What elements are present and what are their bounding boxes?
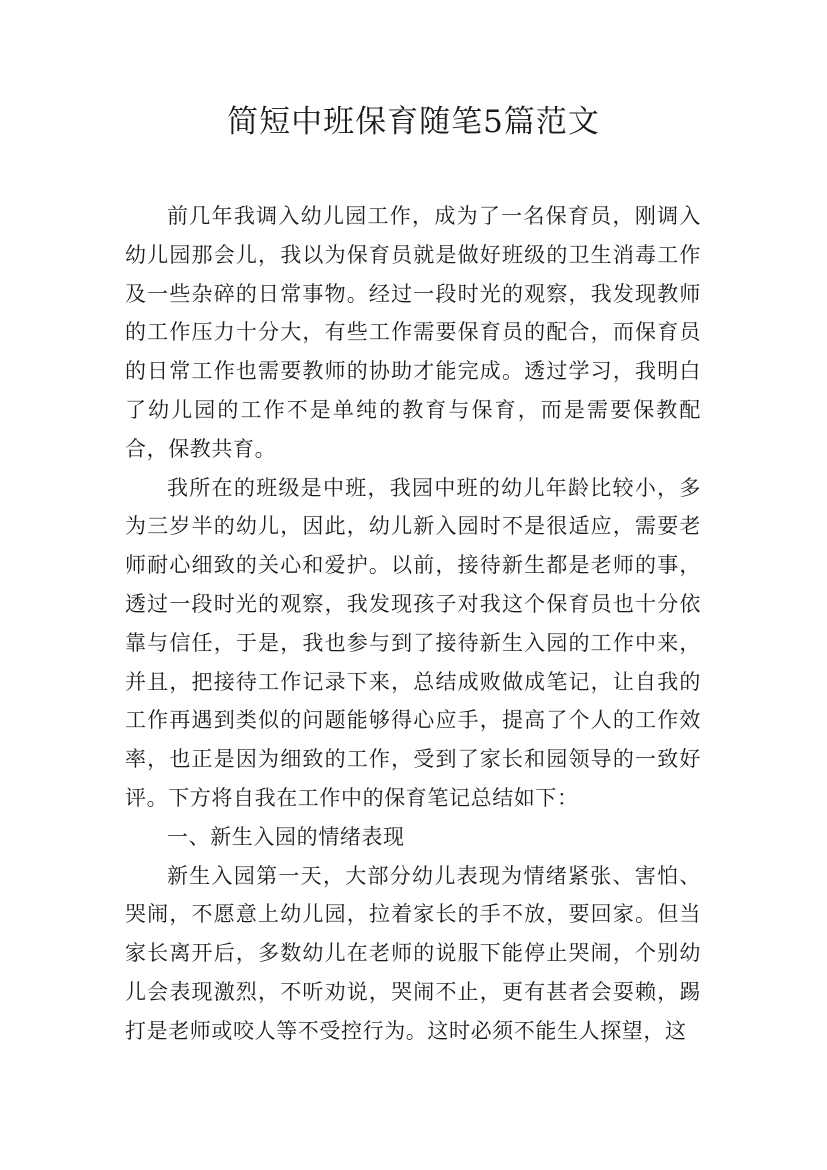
paragraph: 新生入园第一天，大部分幼儿表现为情绪紧张、害怕、哭闹，不愿意上幼儿园，拉着家长的手不放，要回家。但当家长离开后，多数幼儿在老师的说服下能停止哭闹，个别幼儿会表现激烈，不听劝说，哭闹不止，更有甚者会耍赖，踢打是老师或咬人等不受控行为。这时必须不能生人探望，这 [125,863,701,1043]
document-title: 简短中班保育随笔5篇范文 [227,104,600,140]
document-body [125,197,701,1051]
section-heading: 一、新生入园的情绪表现 [167,824,405,849]
paragraph: 我所在的班级是中班，我园中班的幼儿年龄比较小，多为三岁半的幼儿，因此，幼儿新入园时不是很适应，需要老师耐心细致的关心和爱护。以前，接待新生都是老师的事，透过一段时光的观察，我发现孩子对我这个保育员也十分依靠与信任，于是，我也参与到了接待新生入园的工作中来，并且，把接待工作记录下来，总结成败做成笔记，让自我的工作再遇到类似的问题能够得心应手，提高了个人的工作效率，也正是因为细致的工作，受到了家长和园领导的一致好评。下方将自我在工作中的保育笔记总结如下： [125,475,701,810]
paragraph: 前几年我调入幼儿园工作，成为了一名保育员，刚调入幼儿园那会儿，我以为保育员就是做好班级的卫生消毒工作及一些杂碎的日常事物。经过一段时光的观察，我发现教师的工作压力十分大，有些工作需要保育员的配合，而保育员的日常工作也需要教师的协助才能完成。透过学习，我明白了幼儿园的工作不是单纯的教育与保育，而是需要保教配合，保教共育。 [125,204,701,461]
